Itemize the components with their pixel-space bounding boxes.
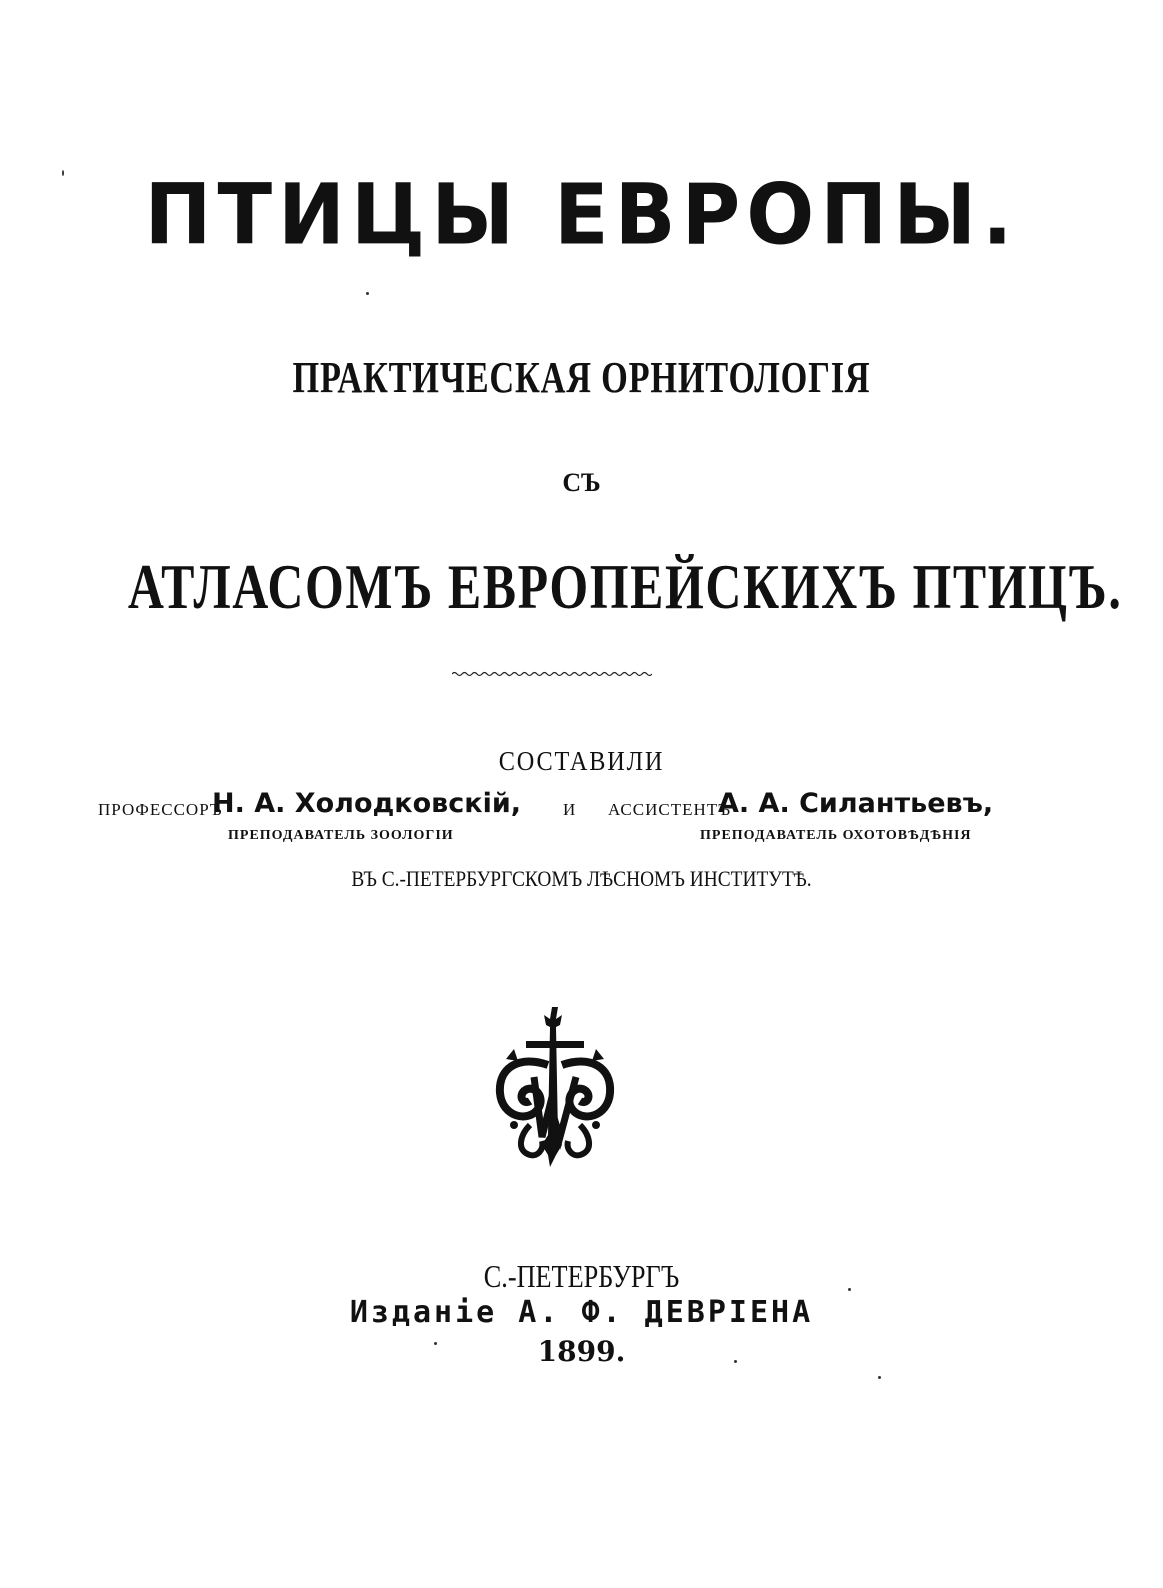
author1-name: Н. А. Холодковскій,	[212, 788, 522, 819]
authors-line	[0, 786, 1163, 826]
atlas-line: АТЛАСОМЪ ЕВРОПЕЙСКИХЪ ПТИЦЪ.	[127, 551, 1123, 622]
publisher-monogram-emblem	[490, 1005, 620, 1175]
scan-speck	[734, 1360, 737, 1363]
author2-position: ПРЕПОДАВАТЕЛЬ ОХОТОВѢДѢНІЯ	[700, 828, 972, 843]
with-word: СЪ	[562, 468, 601, 497]
institute-line: ВЪ С.-ПЕТЕРБУРГСКОМЪ ЛѢСНОМЪ ИНСТИТУТѢ.	[351, 866, 812, 891]
scan-speck	[434, 1342, 437, 1345]
decorative-wavy-rule	[452, 670, 652, 678]
author2-rank: АССИСТЕНТЪ	[608, 800, 732, 819]
scan-speck	[366, 292, 369, 295]
compiled-by-heading: СОСТАВИЛИ	[498, 746, 665, 776]
conjunction: И	[563, 800, 577, 819]
scan-speck	[878, 1376, 881, 1379]
author2-name: А. А. Силантьевъ,	[718, 788, 994, 819]
author1-rank: ПРОФЕССОРЪ	[98, 800, 223, 819]
book-title: ПТИЦЫ ЕВРОПЫ.	[144, 165, 1019, 264]
publisher: Изданіе А. Ф. ДЕВРІЕНА	[349, 1295, 814, 1330]
year: 1899.	[537, 1335, 626, 1368]
book-subtitle: ПРАКТИЧЕСКАЯ ОРНИТОЛОГІЯ	[292, 353, 871, 402]
scan-speck	[848, 1288, 851, 1291]
city: С.-ПЕТЕРБУРГЪ	[483, 1258, 680, 1294]
author1-position: ПРЕПОДАВАТЕЛЬ ЗООЛОГІИ	[228, 828, 454, 843]
scan-speck	[62, 170, 64, 176]
